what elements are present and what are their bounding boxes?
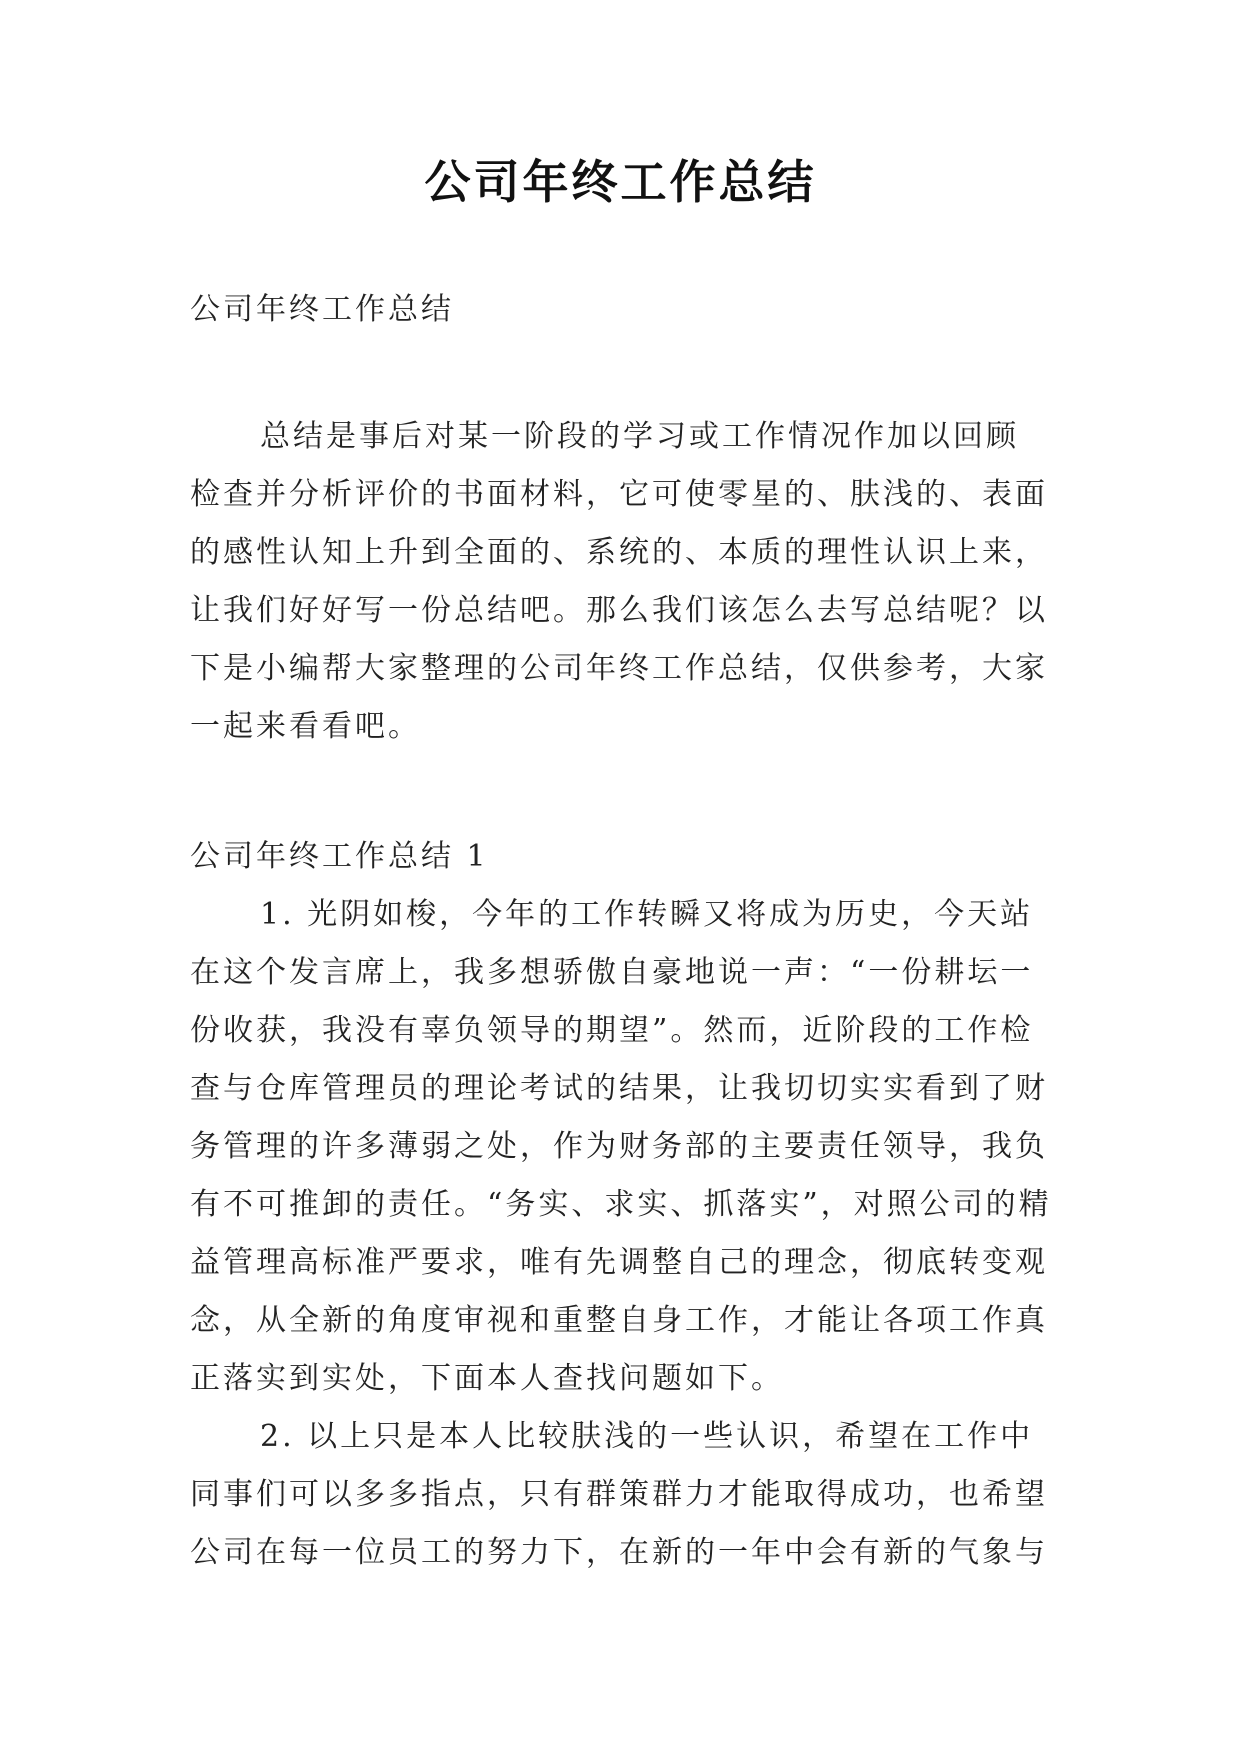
paragraph-line: 1. 光阴如梭，今年的工作转瞬又将成为历史，今天站 [260, 897, 1034, 932]
intro-line: 下是小编帮大家整理的公司年终工作总结，仅供参考，大家 [190, 651, 1048, 686]
paragraph-line: 公司在每一位员工的努力下，在新的一年中会有新的气象与 [190, 1535, 1048, 1570]
paragraph-line: 念，从全新的角度审视和重整自身工作，才能让各项工作真 [190, 1303, 1048, 1338]
paragraph-line: 查与仓库管理员的理论考试的结果，让我切切实实看到了财 [190, 1071, 1048, 1106]
paragraph-line: 同事们可以多多指点，只有群策群力才能取得成功，也希望 [190, 1477, 1048, 1512]
document-title: 公司年终工作总结 [424, 155, 817, 209]
section-heading: 公司年终工作总结 1 [190, 839, 489, 874]
paragraph-line: 务管理的许多薄弱之处，作为财务部的主要责任领导，我负 [190, 1129, 1048, 1164]
intro-line: 总结是事后对某一阶段的学习或工作情况作加以回顾 [260, 419, 1019, 454]
paragraph-line: 有不可推卸的责任。“务实、求实、抓落实”，对照公司的精 [190, 1187, 1052, 1222]
intro-line: 检查并分析评价的书面材料，它可使零星的、肤浅的、表面 [190, 477, 1048, 512]
paragraph-line: 2. 以上只是本人比较肤浅的一些认识，希望在工作中 [260, 1419, 1034, 1454]
document-body [190, 290, 1050, 1582]
intro-line: 让我们好好写一份总结吧。那么我们该怎么去写总结呢？以 [190, 593, 1048, 628]
paragraph-line: 份收获，我没有辜负领导的期望”。然而，近阶段的工作检 [190, 1013, 1034, 1048]
spacer [190, 330, 1050, 408]
paragraph-line: 在这个发言席上，我多想骄傲自豪地说一声：“一份耕坛一 [190, 955, 1034, 990]
paragraph-line: 正落实到实处，下面本人查找问题如下。 [190, 1361, 784, 1396]
intro-line: 一起来看看吧。 [190, 709, 421, 744]
paragraph-1 [190, 886, 1050, 1408]
paragraph-line: 益管理高标准严要求，唯有先调整自己的理念，彻底转变观 [190, 1245, 1048, 1280]
document-subtitle: 公司年终工作总结 [190, 292, 454, 327]
intro-paragraph [190, 408, 1050, 756]
spacer [190, 756, 1050, 828]
paragraph-2 [190, 1408, 1050, 1582]
intro-line: 的感性认知上升到全面的、系统的、本质的理性认识上来， [190, 535, 1048, 570]
